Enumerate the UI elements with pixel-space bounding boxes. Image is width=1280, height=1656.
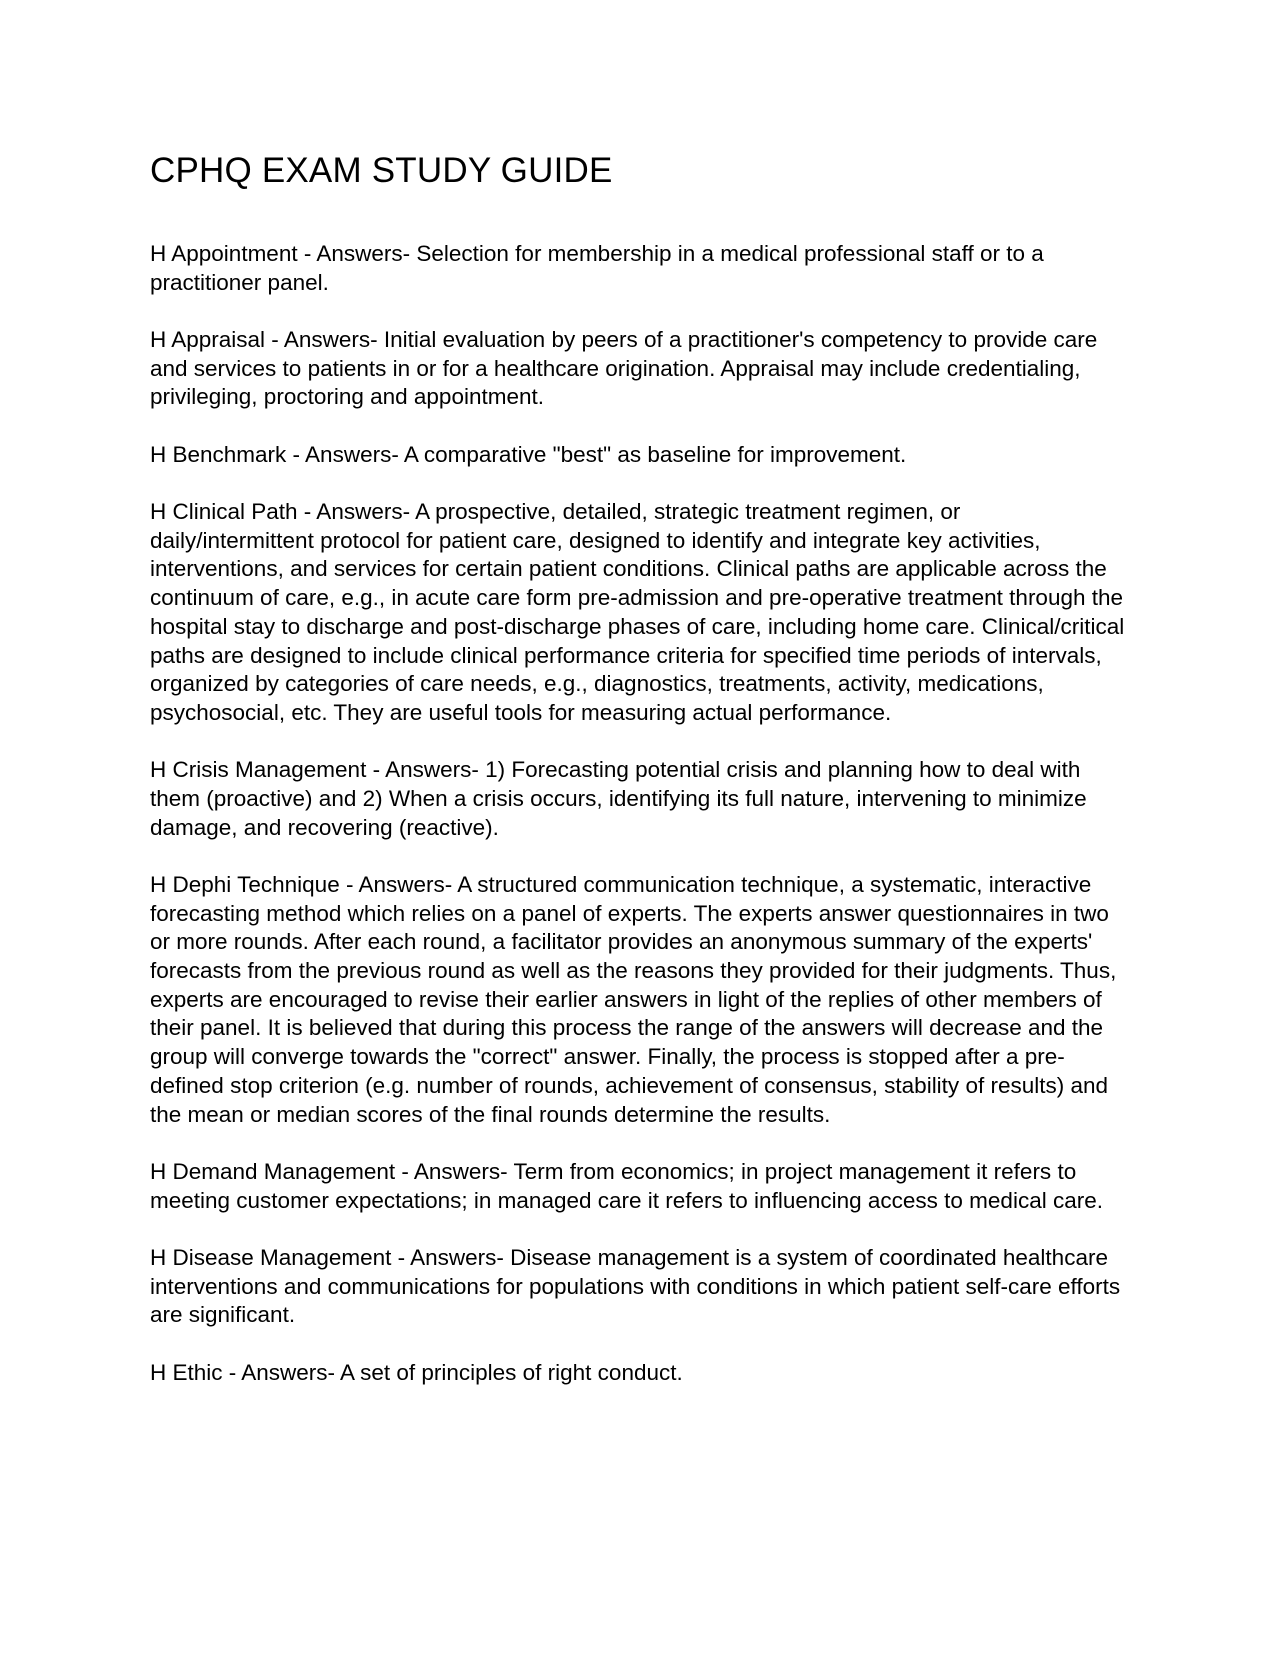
entry-appraisal: H Appraisal - Answers- Initial evaluation by peers of a practitioner's competency to provide care and services to patients in or for a healthcare origination. Appraisal may include credentialing, privileging, proctoring and appointment.: [150, 327, 1098, 410]
entry-demand-management: H Demand Management - Answers- Term from economics; in project management it refers to meeting customer expectations; in managed care it refers to influencing access to medical care.: [150, 1158, 1103, 1213]
entry-benchmark: H Benchmark - Answers- A comparative "best" as baseline for improvement.: [150, 441, 907, 467]
entry-appointment: H Appointment - Answers- Selection for membership in a medical professional staff or to a practitioner panel.: [150, 241, 1044, 295]
page-title: CPHQ EXAM STUDY GUIDE: [150, 151, 613, 190]
entry-ethic: H Ethic - Answers- A set of principles of right conduct.: [150, 1359, 683, 1385]
entry-crisis-management: H Crisis Management - Answers- 1) Forecasting potential crisis and planning how to deal with them (proactive) and 2) When a crisis occurs, identifying its full nature, intervening to minimize damage, and recovering (reactive).: [150, 757, 1087, 840]
entry-disease-management: H Disease Management - Answers- Disease management is a system of coordinated healthcare interventions and communications for populations with conditions in which patient self-care efforts are significant.: [150, 1244, 1121, 1328]
entry-clinical-path: H Clinical Path - Answers- A prospective, detailed, strategic treatment regimen, or daily/intermittent protocol for patient care, designed to identify and integrate key activities, interventions, and services for certain patient conditions. Clinical paths are applicable across the continuum of care, e.g., in acute care form pre-admission and pre-operative treatment through the hospital stay to discharge and post-discharge phases of care, including home care. Clinical/critical paths are designed to include clinical performance criteria for specified time periods of intervals, organized by categories of care needs, e.g., diagnostics, treatments, activity, medications, psychosocial, etc. They are useful tools for measuring actual performance.: [150, 499, 1125, 725]
entry-dephi-technique: H Dephi Technique - Answers- A structured communication technique, a systematic, interactive forecasting method which relies on a panel of experts. The experts answer questionnaires in two or more rounds. After each round, a facilitator provides an anonymous summary of the experts' forecasts from the previous round as well as the reasons they provided for their judgments. Thus, experts are encouraged to revise their earlier answers in light of the replies of other members of their panel. It is believed that during this process the range of the answers will decrease and the group will converge towards the "correct" answer. Finally, the process is stopped after a pre-defined stop criterion (e.g. number of rounds, achievement of consensus, stability of results) and the mean or median scores of the final rounds determine the results.: [150, 871, 1117, 1127]
document-page: [150, 148, 1130, 1416]
